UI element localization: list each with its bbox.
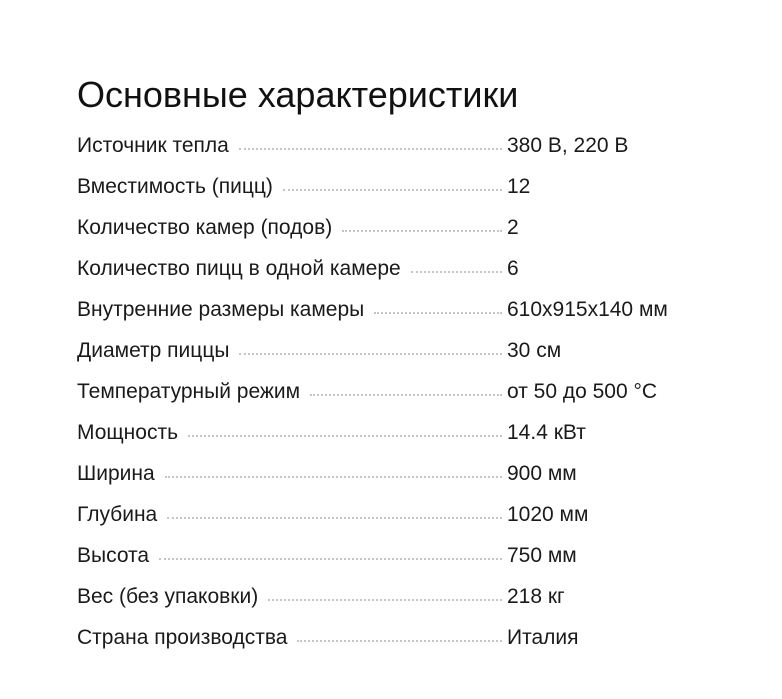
spec-label: Глубина xyxy=(77,503,158,526)
spec-row xyxy=(77,462,757,503)
spec-value: 900 мм xyxy=(507,462,577,485)
spec-row xyxy=(77,134,757,175)
section-title: Основные характеристики xyxy=(77,74,519,115)
spec-label: Количество камер (подов) xyxy=(77,216,333,239)
dotted-leader xyxy=(239,148,502,150)
dotted-leader xyxy=(167,517,502,519)
spec-label-wrap xyxy=(77,421,502,445)
spec-label: Вес (без упаковки) xyxy=(77,585,259,608)
spec-row xyxy=(77,421,757,462)
spec-row xyxy=(77,216,757,257)
spec-label: Температурный режим xyxy=(77,380,301,403)
spec-label: Источник тепла xyxy=(77,134,229,157)
spec-row xyxy=(77,298,757,339)
spec-value: 12 xyxy=(507,175,531,198)
spec-label-wrap xyxy=(77,216,502,240)
spec-label-wrap xyxy=(77,298,502,322)
spec-label-wrap xyxy=(77,626,502,650)
dotted-leader xyxy=(283,189,502,191)
spec-label: Страна производства xyxy=(77,626,288,649)
specs-list xyxy=(77,134,757,667)
spec-label-wrap xyxy=(77,175,502,199)
spec-row xyxy=(77,380,757,421)
spec-row xyxy=(77,175,757,216)
dotted-leader xyxy=(411,271,502,273)
spec-value: 6 xyxy=(507,257,519,280)
dotted-leader xyxy=(188,435,502,437)
spec-label-wrap xyxy=(77,339,502,363)
spec-row xyxy=(77,257,757,298)
spec-row xyxy=(77,544,757,585)
spec-label-wrap xyxy=(77,585,502,609)
spec-value: 380 В, 220 В xyxy=(507,134,629,157)
spec-label-wrap xyxy=(77,380,502,404)
dotted-leader xyxy=(310,394,502,396)
spec-value: 2 xyxy=(507,216,519,239)
spec-value: 610x915x140 мм xyxy=(507,298,668,321)
spec-row xyxy=(77,339,757,380)
dotted-leader xyxy=(159,558,502,560)
spec-label: Высота xyxy=(77,544,150,567)
spec-label-wrap xyxy=(77,257,502,281)
spec-label: Внутренние размеры камеры xyxy=(77,298,365,321)
dotted-leader xyxy=(342,230,502,232)
spec-label-wrap xyxy=(77,134,502,158)
spec-value: Италия xyxy=(507,626,579,649)
spec-value: 750 мм xyxy=(507,544,577,567)
dotted-leader xyxy=(239,353,502,355)
dotted-leader xyxy=(165,476,502,478)
spec-row xyxy=(77,585,757,626)
spec-value: 30 см xyxy=(507,339,562,362)
spec-label: Вместимость (пицц) xyxy=(77,175,273,198)
spec-value: 218 кг xyxy=(507,585,565,608)
spec-value: 14.4 кВт xyxy=(507,421,586,444)
spec-label: Ширина xyxy=(77,462,155,485)
spec-label: Мощность xyxy=(77,421,179,444)
dotted-leader xyxy=(297,640,502,642)
spec-label-wrap xyxy=(77,462,502,486)
dotted-leader xyxy=(374,312,502,314)
spec-value: 1020 мм xyxy=(507,503,589,526)
dotted-leader xyxy=(268,599,502,601)
spec-value: от 50 до 500 °С xyxy=(507,380,658,403)
spec-label-wrap xyxy=(77,544,502,568)
spec-row xyxy=(77,626,757,667)
spec-label: Диаметр пиццы xyxy=(77,339,230,362)
spec-label: Количество пицц в одной камере xyxy=(77,257,401,280)
spec-row xyxy=(77,503,757,544)
spec-label-wrap xyxy=(77,503,502,527)
